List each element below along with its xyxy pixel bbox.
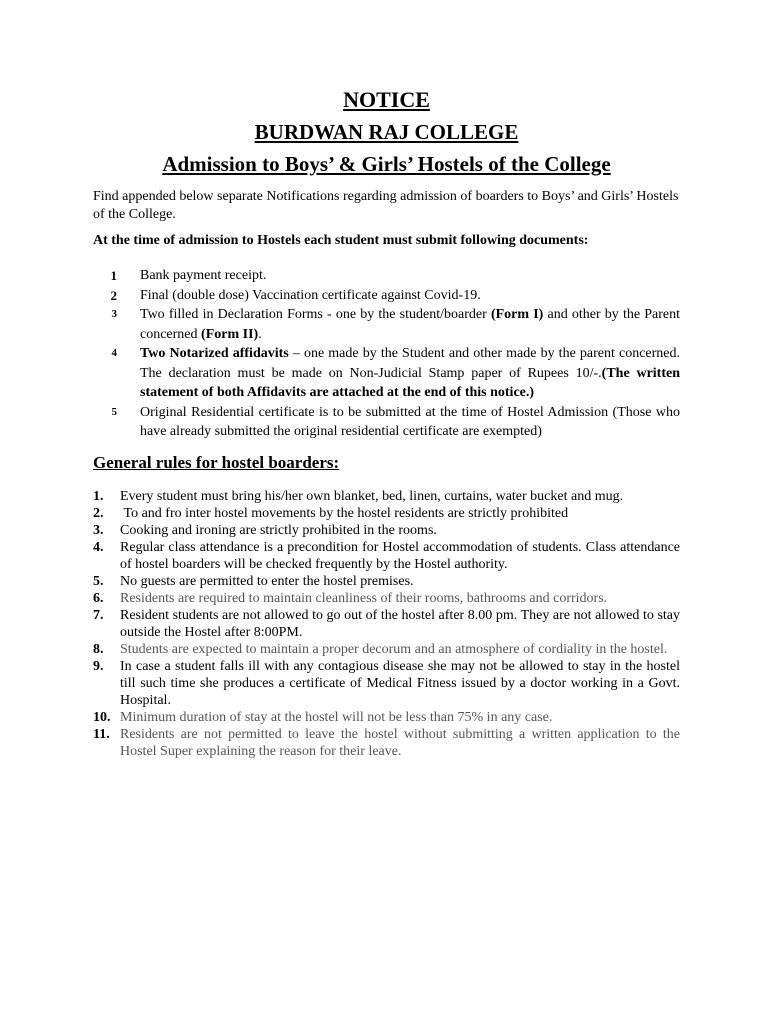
- rules-list: [93, 488, 680, 760]
- document-number: 5: [111, 405, 117, 418]
- rule-text: Resident students are not allowed to go out of the hostel after 8.00 pm. They are not allowed to stay outside the Hostel after 8:00PM.: [120, 607, 680, 640]
- rule-number: 9.: [93, 658, 104, 674]
- document-number: 1: [110, 268, 117, 283]
- document-text: [140, 305, 680, 344]
- rules-heading: General rules for hostel boarders:: [93, 452, 340, 472]
- rule-number: 10.: [93, 709, 111, 725]
- document-text: Bank payment receipt.: [140, 268, 267, 283]
- document-text-part: – one made by the Student and other made by the parent concerned. The declaration must be made on Non-Judicial Stamp paper of Rupees 10/-.: [140, 346, 681, 381]
- rule-text: No guests are permitted to enter the hostel premises.: [120, 573, 414, 589]
- document-item: [93, 266, 680, 286]
- document-text-part: Two filled in Declaration Forms - one by the student/boarder: [140, 307, 491, 322]
- rule-number: 11.: [93, 726, 110, 742]
- document-item: [93, 305, 680, 344]
- notice-title: NOTICE: [343, 87, 430, 112]
- rule-item: [93, 709, 680, 726]
- intro-paragraph: Find appended below separate Notifications regarding admission of boarders to Boys’ and Girls’ Hostels of the College.: [93, 189, 679, 222]
- rule-item: [93, 658, 680, 709]
- document-item: [93, 344, 680, 403]
- rule-text: In case a student falls ill with any contagious disease she may not be allowed to stay in the hostel till such time she produces a certificate of Medical Fitness issued by a doctor working in a Govt. Hospital.: [120, 658, 680, 708]
- rule-item: [93, 522, 680, 539]
- document-text: [140, 344, 680, 403]
- affidavits-label: Two Notarized affidavits: [140, 346, 289, 361]
- rule-item: [93, 573, 680, 590]
- document-number: 3: [111, 308, 117, 320]
- document-text: Final (double dose) Vaccination certificate against Covid-19.: [140, 287, 481, 303]
- rule-text: Every student must bring his/her own blanket, bed, linen, curtains, water bucket and mug.: [120, 488, 624, 504]
- rule-item: [93, 539, 680, 573]
- rule-text: Residents are not permitted to leave the hostel without submitting a written application to the Hostel Super explaining the reason for their leave.: [120, 726, 680, 759]
- documents-list: [93, 266, 680, 442]
- rule-item: [93, 590, 680, 607]
- rule-text: Cooking and ironing are strictly prohibited in the rooms.: [120, 522, 437, 538]
- rule-number: 8.: [93, 641, 104, 657]
- rule-number: 3.: [93, 522, 104, 538]
- document-text-part: .: [258, 326, 262, 342]
- documents-heading: At the time of admission to Hostels each student must submit following documents:: [93, 233, 589, 248]
- rule-text: Regular class attendance is a precondition for Hostel accommodation of students. Class attendance of hostel boarders will be checked frequently by the Hostel authority.: [120, 539, 680, 572]
- rule-number: 7.: [93, 607, 104, 623]
- rule-text: Minimum duration of stay at the hostel will not be less than 75% in any case.: [120, 709, 553, 725]
- rule-text: Students are expected to maintain a proper decorum and an atmosphere of cordiality in the hostel.: [120, 641, 668, 657]
- rule-text: Residents are required to maintain cleanliness of their rooms, bathrooms and corridors.: [120, 590, 608, 606]
- document-number: 2: [110, 287, 117, 303]
- rule-number: 5.: [93, 573, 104, 589]
- document-item: [93, 403, 680, 442]
- notice-subject: Admission to Boys’ & Girls’ Hostels of the College: [162, 152, 611, 176]
- rule-item: [93, 488, 680, 505]
- rule-number: 4.: [93, 539, 104, 555]
- form-i-label: (Form I): [490, 307, 544, 322]
- rule-number: 2.: [93, 505, 104, 521]
- rule-item: [93, 607, 680, 641]
- document-item: [93, 286, 680, 306]
- rule-item: [93, 726, 680, 760]
- rule-number: 1.: [93, 488, 104, 504]
- rule-number: 6.: [93, 590, 104, 606]
- form-ii-label: (Form II): [201, 326, 259, 342]
- rule-text: To and fro inter hostel movements by the hostel residents are strictly prohibited: [120, 505, 569, 521]
- rule-item: [93, 641, 680, 658]
- document-number: 4: [111, 347, 117, 359]
- document-text: Original Residential certificate is to be submitted at the time of Hostel Admission (Those who have already submitted the original residential certificate are exempted): [140, 404, 680, 439]
- affidavits-note: (The written statement of both Affidavits are attached at the end of this notice.): [140, 365, 680, 400]
- college-name: BURDWAN RAJ COLLEGE: [254, 120, 519, 144]
- document-text-part: and other by the Parent concerned: [140, 307, 680, 342]
- rule-item: [93, 505, 680, 522]
